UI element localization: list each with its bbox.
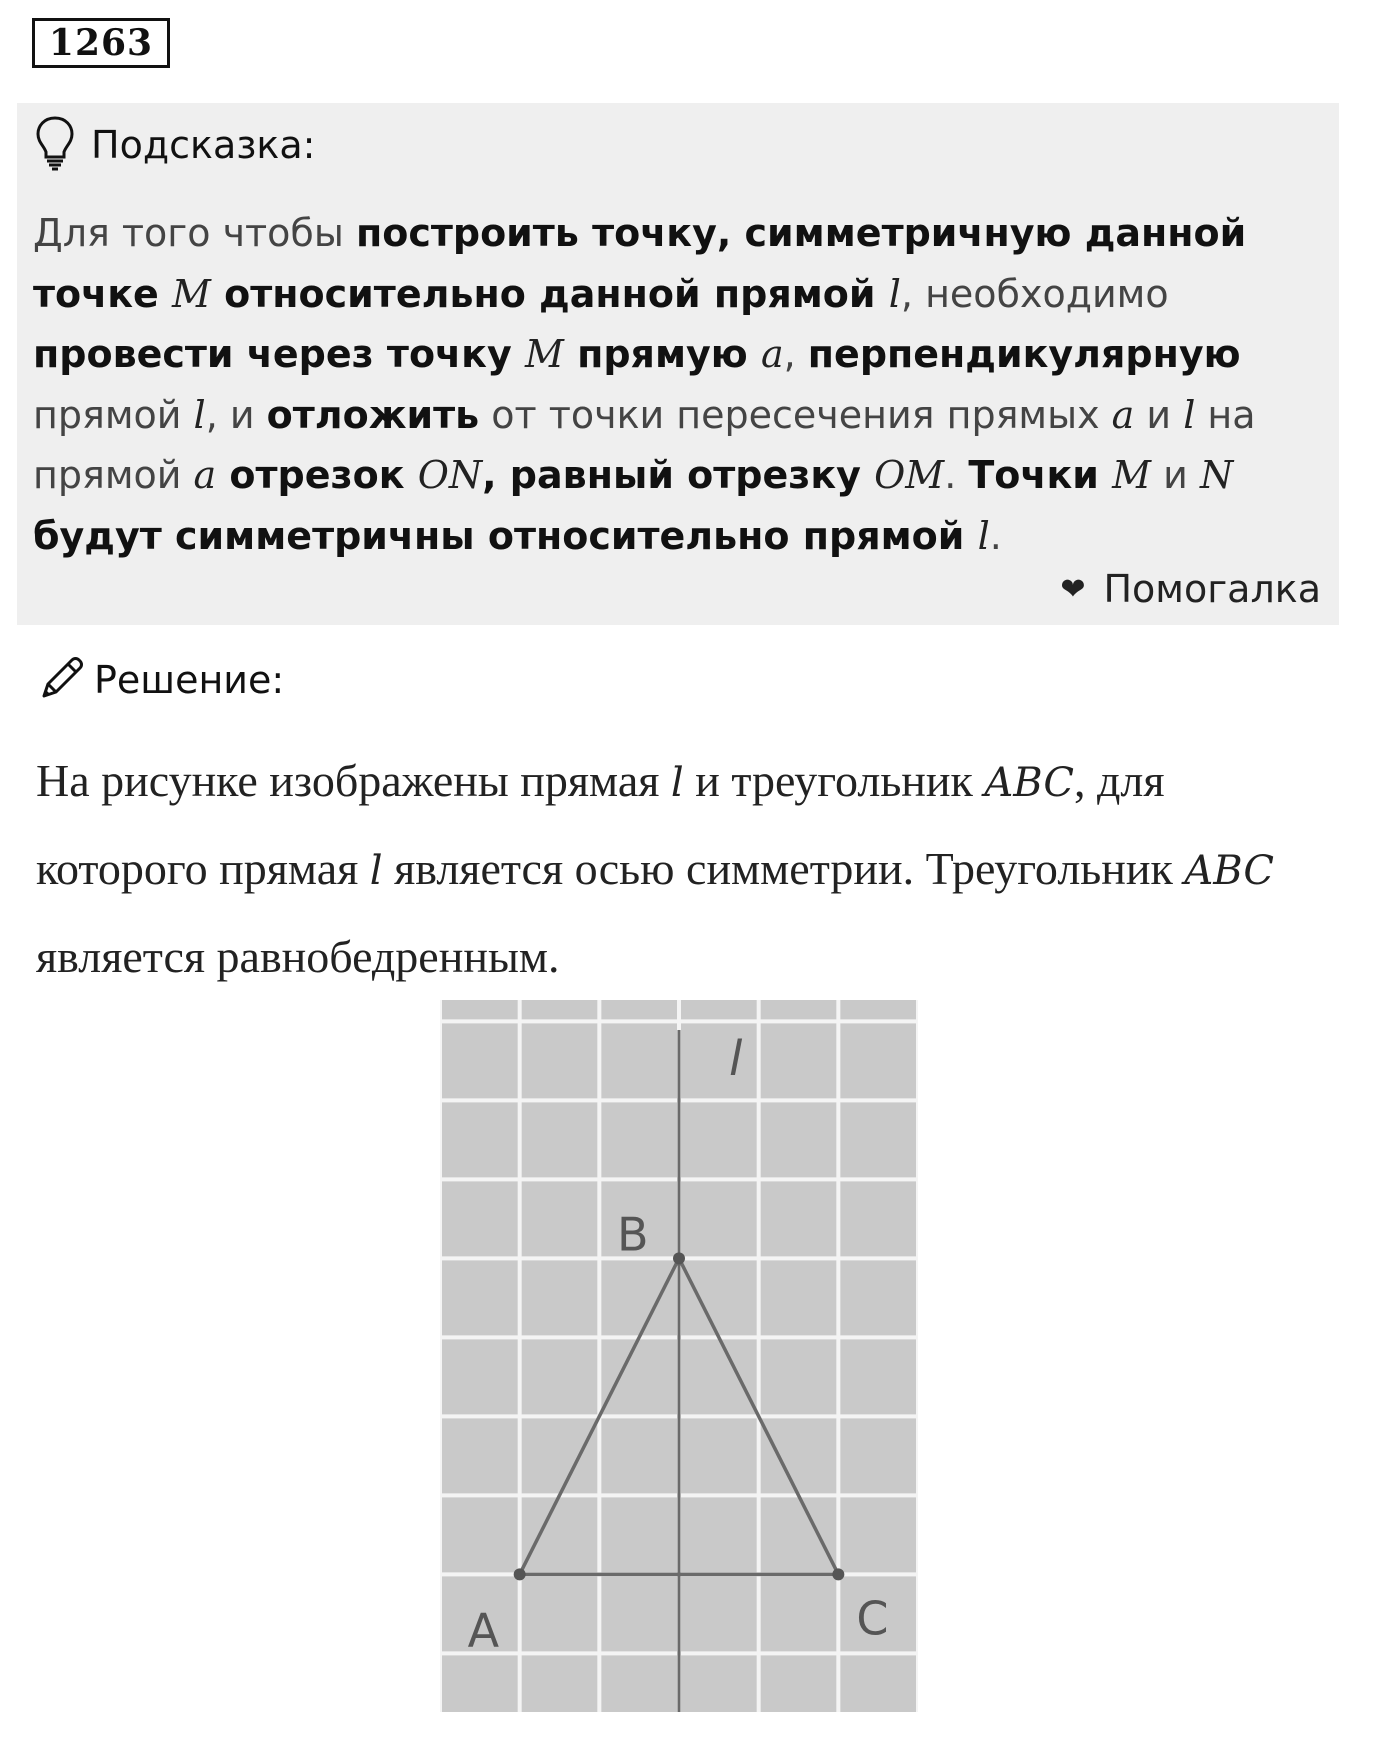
- text-run: На рисунке изображены прямая: [36, 755, 671, 806]
- math-symbol: N: [1199, 453, 1234, 497]
- vertex-label: A: [467, 1603, 500, 1658]
- math-symbol: M: [172, 271, 211, 316]
- text-run: Точки: [968, 453, 1113, 497]
- text-run: ,: [783, 332, 808, 376]
- text-run: перпендикулярную: [807, 332, 1241, 376]
- text-run: прямую: [563, 332, 761, 376]
- hint-header: [35, 115, 315, 175]
- text-run: , необходимо: [900, 271, 1169, 316]
- text-run: и треугольник: [683, 755, 985, 806]
- text-run: .: [989, 513, 1002, 558]
- math-symbol: M: [1112, 453, 1152, 497]
- math-symbol: l: [369, 848, 383, 894]
- math-symbol: ABC: [1184, 848, 1274, 894]
- heart-icon: ❤: [1060, 571, 1086, 607]
- math-symbol: l: [670, 760, 684, 806]
- text-run: Для того чтобы: [33, 211, 356, 255]
- text-run: построить точку, симметричную данной точке: [33, 211, 1247, 316]
- text-run: прямой: [33, 392, 194, 437]
- math-symbol: l: [977, 513, 990, 558]
- vertex-label: B: [617, 1207, 649, 1262]
- text-run: является равнобедренным.: [36, 931, 560, 982]
- math-symbol: l: [193, 392, 206, 437]
- text-run: , равный отрезку: [482, 453, 875, 497]
- hint-title: Подсказка:: [91, 123, 316, 167]
- text-run: и: [1151, 453, 1200, 497]
- text-run: , и: [205, 392, 267, 437]
- hint-box: [17, 103, 1339, 625]
- solution-text: [36, 738, 1336, 1000]
- math-symbol: M: [524, 332, 564, 376]
- text-run: , для которого прямая: [36, 755, 1165, 894]
- math-symbol: ON: [417, 453, 483, 497]
- math-symbol: OM: [874, 453, 945, 497]
- text-run: является осью симметрии. Треугольник: [382, 843, 1185, 894]
- solution-title: Решение:: [94, 658, 285, 702]
- vertex-point: [514, 1568, 526, 1580]
- pencil-icon: [36, 652, 88, 708]
- vertex-point: [673, 1252, 685, 1264]
- brand-name: Помогалка: [1103, 567, 1321, 611]
- brand: [1060, 567, 1321, 611]
- text-run: отложить: [266, 392, 480, 437]
- vertex-point: [832, 1568, 844, 1580]
- text-run: на прямой: [33, 392, 1256, 497]
- hint-text: [33, 203, 1303, 566]
- lightbulb-icon: [35, 115, 75, 175]
- math-symbol: a: [1111, 392, 1135, 437]
- triangle-figure: [440, 1000, 918, 1712]
- text-run: .: [944, 453, 969, 497]
- text-run: провести через точку: [33, 332, 525, 376]
- math-symbol: ABC: [984, 760, 1075, 806]
- text-run: и: [1134, 392, 1184, 437]
- text-run: от точки пересечения прямых: [479, 392, 1112, 437]
- text-run: будут симметричны относительно прямой: [33, 513, 978, 558]
- task-number: 1263: [32, 18, 170, 68]
- vertex-label: C: [856, 1591, 889, 1646]
- text-run: отрезок: [216, 453, 418, 497]
- axis-label: l: [729, 1031, 743, 1087]
- solution-header: [36, 650, 284, 710]
- text-run: относительно данной прямой: [210, 271, 889, 316]
- math-symbol: a: [760, 332, 784, 376]
- math-symbol: l: [888, 271, 901, 316]
- math-symbol: l: [1183, 392, 1196, 437]
- math-symbol: a: [193, 453, 217, 497]
